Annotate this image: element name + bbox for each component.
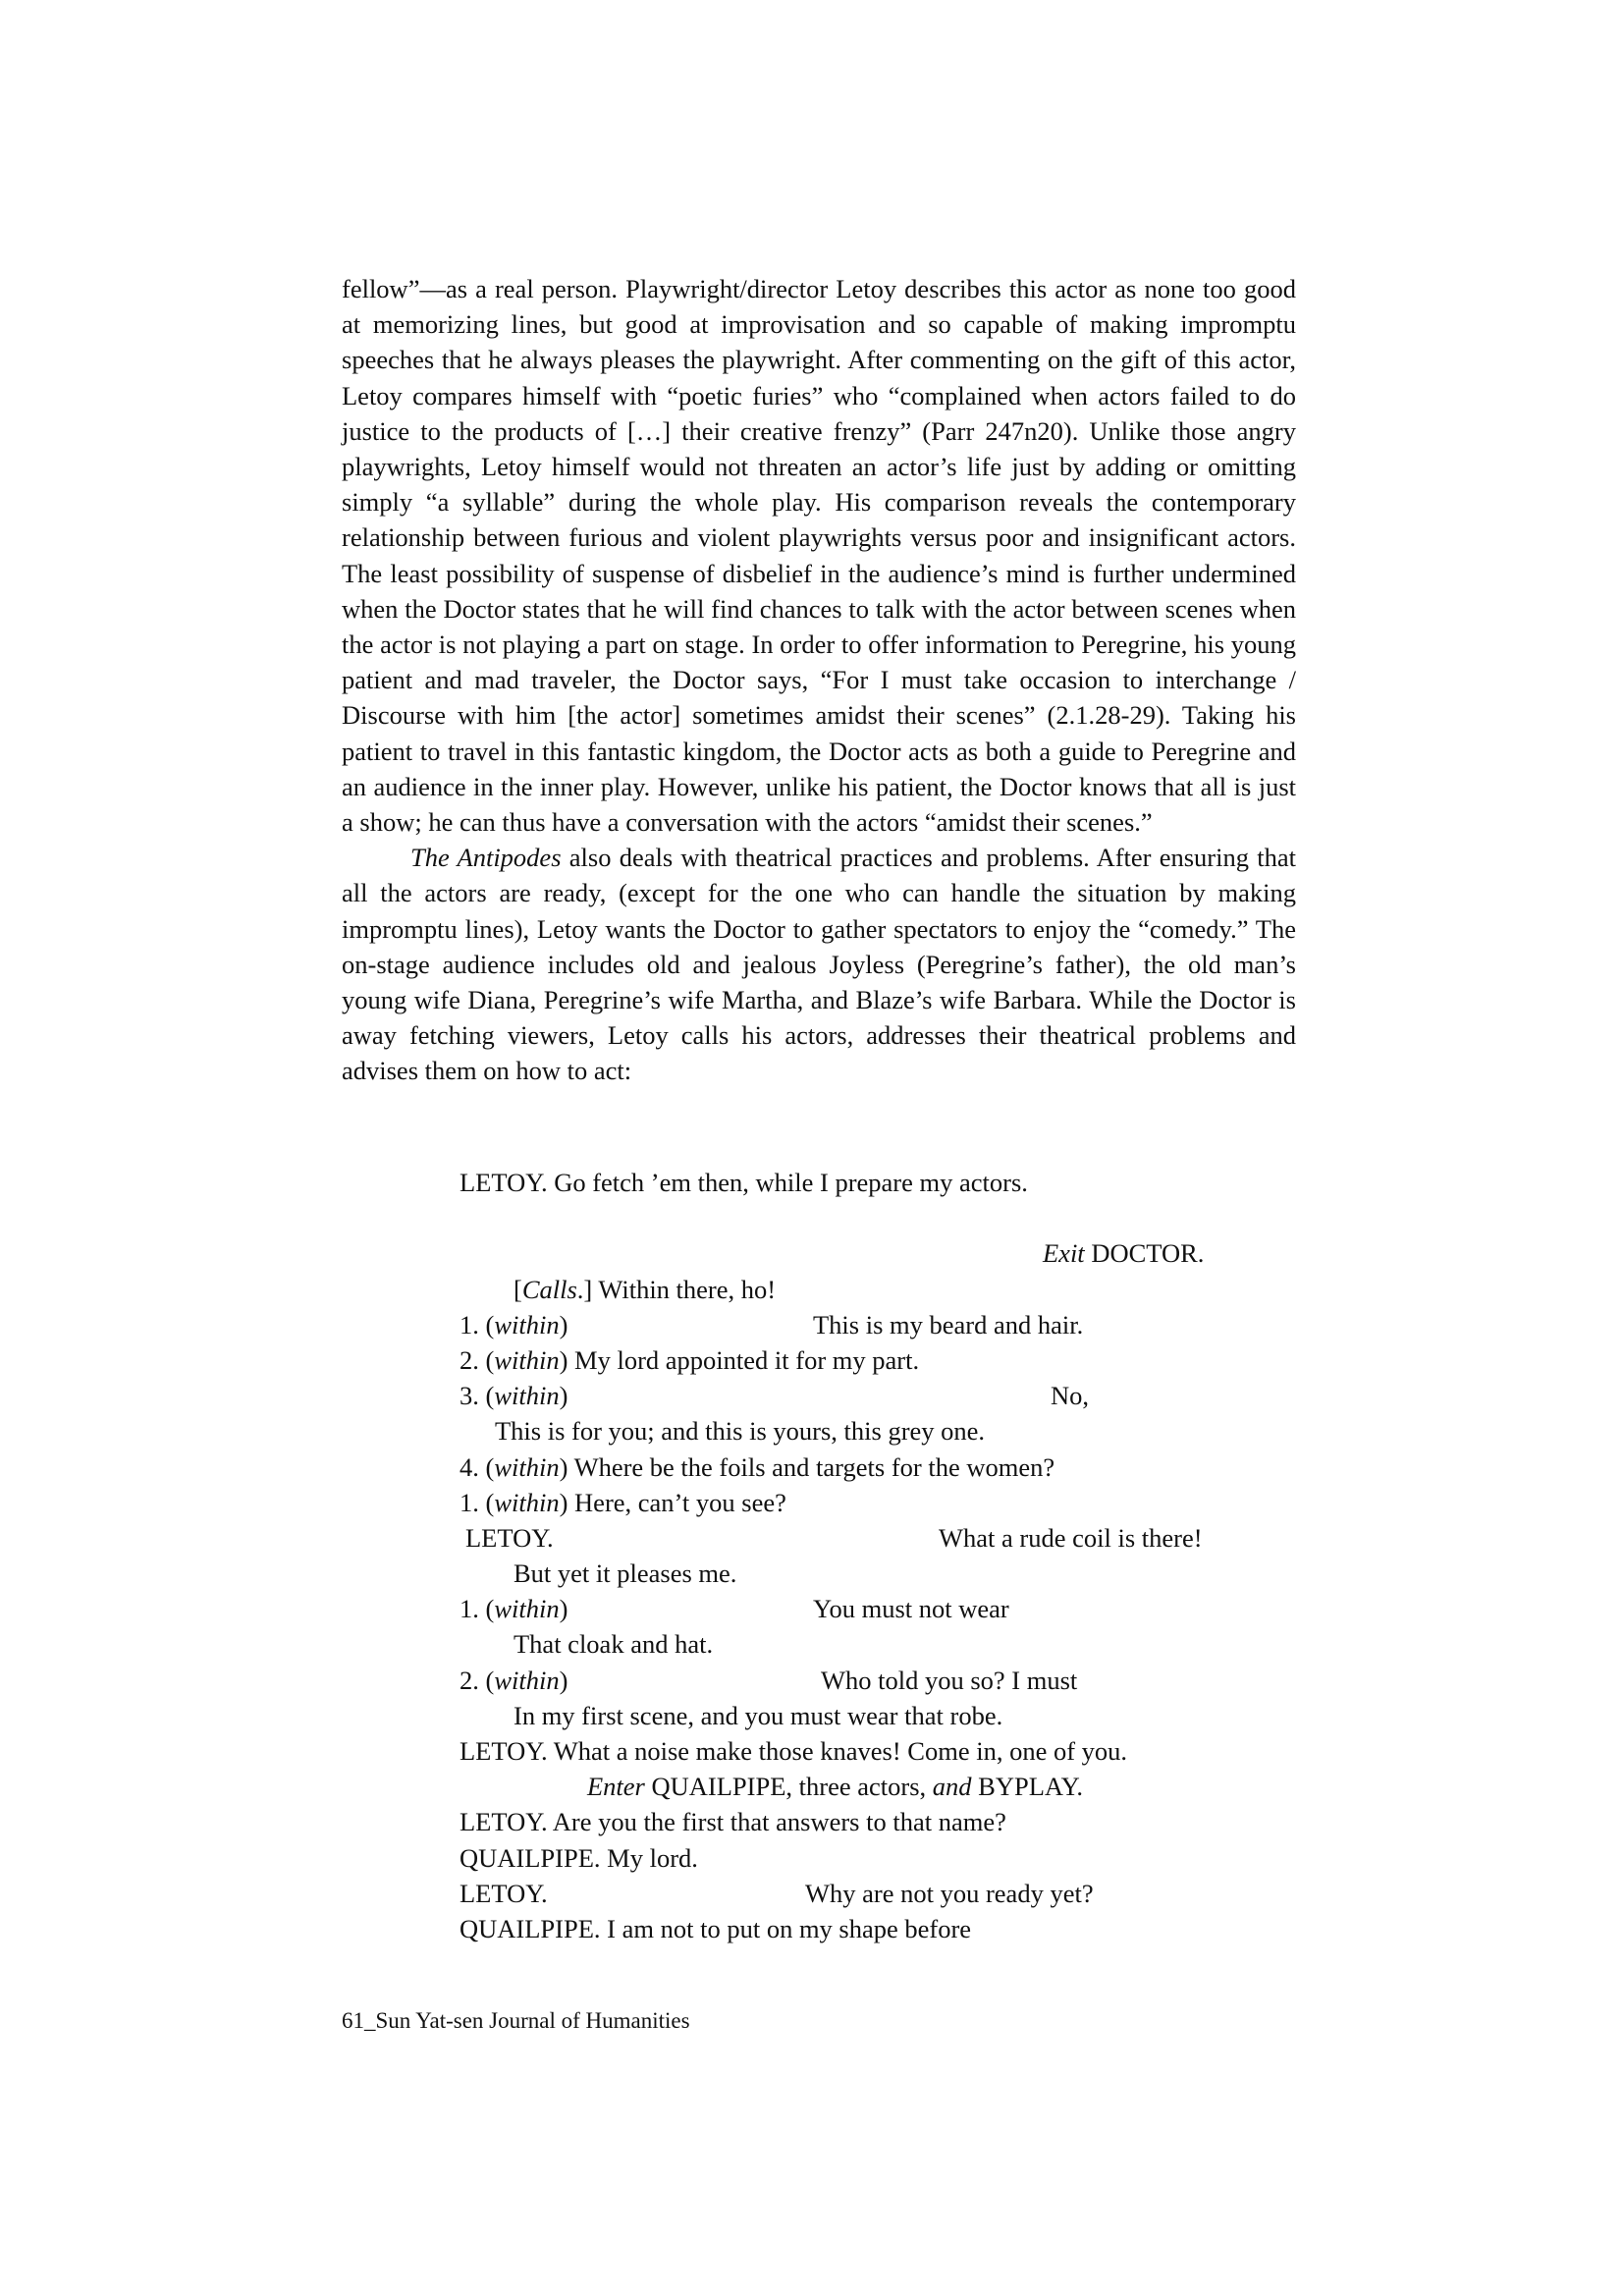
stage-direction-italic: within bbox=[494, 1381, 560, 1411]
line-text: In my first scene, and you must wear that robe. bbox=[514, 1700, 1003, 1730]
dialogue-line bbox=[460, 1556, 1343, 1591]
dialogue-line bbox=[460, 1626, 1343, 1662]
dialogue-line bbox=[460, 1663, 1343, 1698]
paragraph-1: fellow”—as a real person. Playwright/director Letoy describes this actor as none too good at memorizing lines, but good at improvisation and so capable of making impromptu speeches that he always pleases the playwright. After commenting on the gift of this actor, Letoy compares himself with “poetic furies” who “complained when actors failed to do justice to the products of […] their creative frenzy” (Parr 247n20). Unlike those angry playwrights, Letoy himself would not threaten an actor’s life just by adding or omitting simply “a syllable” during the whole play. His comparison reveals the contemporary relationship between furious and violent playwrights versus poor and insignificant actors. The least possibility of suspense of disbelief in the audience’s mind is further undermined when the Doctor states that he will find chances to talk with the actor between scenes when the actor is not playing a part on stage. In order to offer information to Peregrine, his young patient and mad traveler, the Doctor says, “For I must take occasion to interchange / Discourse with him [the actor] sometimes amidst their scenes” (2.1.28-29). Taking his patient to travel in this fantastic kingdom, the Doctor acts as both a guide to Peregrine and an audience in the inner play. However, unlike his patient, the Doctor knows that all is just a show; he can thus have a conversation with the actors “amidst their scenes.” bbox=[342, 274, 1296, 838]
stage-direction-text: QUAILPIPE, three actors, bbox=[644, 1772, 933, 1802]
dialogue-line bbox=[460, 1272, 1343, 1307]
dialogue-line bbox=[460, 1733, 1343, 1769]
line-text: What a rude coil is there! bbox=[939, 1522, 1203, 1553]
dialogue-line bbox=[460, 1876, 1343, 1911]
speaker-number: 1. ( bbox=[460, 1309, 495, 1339]
dialogue-line bbox=[460, 1911, 1343, 1946]
stage-direction-italic: Enter bbox=[587, 1772, 645, 1802]
stage-direction-text: DOCTOR. bbox=[1084, 1238, 1205, 1269]
stage-direction-text: BYPLAY. bbox=[971, 1772, 1083, 1802]
paren: ) bbox=[559, 1381, 568, 1411]
line-text: No, bbox=[1051, 1381, 1090, 1411]
dialogue-line bbox=[460, 1698, 1343, 1733]
dialogue-line bbox=[460, 1378, 1343, 1413]
paren: ) bbox=[559, 1594, 568, 1624]
line-text: Who told you so? I must bbox=[821, 1665, 1078, 1695]
play-excerpt bbox=[460, 1165, 1343, 1946]
stage-direction-italic: within bbox=[494, 1487, 560, 1517]
body-text bbox=[342, 271, 1296, 1089]
dialogue-line bbox=[460, 1413, 1343, 1449]
dialogue-line bbox=[460, 1840, 1343, 1876]
line-text: This is my beard and hair. bbox=[813, 1309, 1084, 1339]
line-text: But yet it pleases me. bbox=[514, 1558, 737, 1589]
line-text: ) Here, can’t you see? bbox=[559, 1487, 786, 1517]
stage-direction-italic: within bbox=[494, 1665, 560, 1695]
dialogue-line bbox=[460, 1520, 1343, 1556]
line-text: That cloak and hat. bbox=[514, 1629, 714, 1660]
paragraph-2 bbox=[342, 840, 1296, 1088]
line-text: ) Where be the foils and targets for the women? bbox=[559, 1451, 1055, 1482]
stage-direction-italic: within bbox=[494, 1309, 560, 1339]
dialogue-line bbox=[460, 1591, 1343, 1626]
speaker-name: LETOY. bbox=[465, 1522, 554, 1553]
stage-direction-italic: within bbox=[494, 1594, 560, 1624]
stage-direction-italic: within bbox=[494, 1451, 560, 1482]
bracket: [ bbox=[514, 1274, 522, 1304]
play-title: The Antipodes bbox=[410, 843, 562, 873]
line-text: You must not wear bbox=[813, 1594, 1009, 1624]
dialogue-line bbox=[460, 1165, 1343, 1200]
line-text: QUAILPIPE. I am not to put on my shape before bbox=[460, 1913, 972, 1943]
line-text: .] Within there, ho! bbox=[576, 1274, 777, 1304]
speaker-name: LETOY. bbox=[460, 1878, 548, 1908]
speaker-number: 2. ( bbox=[460, 1344, 495, 1375]
line-text: LETOY. Are you the first that answers to that name? bbox=[460, 1807, 1006, 1837]
line-text: Why are not you ready yet? bbox=[805, 1878, 1094, 1908]
page-footer: 61_Sun Yat-sen Journal of Humanities bbox=[342, 2008, 690, 2033]
dialogue-line bbox=[460, 1804, 1343, 1839]
paragraph-2-text: also deals with theatrical practices and problems. After ensuring that all the actors are ready, (except for the one who can handle the situation by making impromptu lines), Letoy wants the Doctor to gather spectators to enjoy the “comedy.” The on-stage audience includes old and jealous Joyless (Peregrine’s father), the old man’s young wife Diana, Peregrine’s wife Martha, and Blaze’s wife Barbara. While the Doctor is away fetching viewers, Letoy calls his actors, addresses their theatrical problems and advises them on how to act: bbox=[342, 843, 1296, 1086]
stage-direction-exit bbox=[460, 1235, 1343, 1271]
speaker-number: 3. ( bbox=[460, 1381, 495, 1411]
stage-direction-enter bbox=[460, 1769, 1343, 1804]
stage-direction-italic: Calls bbox=[521, 1274, 577, 1304]
paren: ) bbox=[559, 1665, 568, 1695]
line-text: LETOY. Go fetch ’em then, while I prepare my actors. bbox=[460, 1168, 1028, 1197]
speaker-number: 4. ( bbox=[460, 1451, 495, 1482]
stage-direction-italic: within bbox=[494, 1344, 560, 1375]
line-text: This is for you; and this is yours, this grey one. bbox=[495, 1416, 986, 1447]
stage-direction-italic: and bbox=[932, 1772, 972, 1802]
speaker-number: 1. ( bbox=[460, 1594, 495, 1624]
line-text: QUAILPIPE. My lord. bbox=[460, 1842, 698, 1873]
speaker-number: 2. ( bbox=[460, 1665, 495, 1695]
paren: ) bbox=[559, 1309, 568, 1339]
line-text: LETOY. What a noise make those knaves! Come in, one of you. bbox=[460, 1736, 1128, 1766]
line-text: ) My lord appointed it for my part. bbox=[559, 1344, 920, 1375]
stage-direction-italic: Exit bbox=[1043, 1238, 1085, 1269]
dialogue-line bbox=[460, 1449, 1343, 1485]
dialogue-line bbox=[460, 1485, 1343, 1520]
speaker-number: 1. ( bbox=[460, 1487, 495, 1517]
dialogue-line bbox=[460, 1342, 1343, 1378]
dialogue-line bbox=[460, 1307, 1343, 1342]
